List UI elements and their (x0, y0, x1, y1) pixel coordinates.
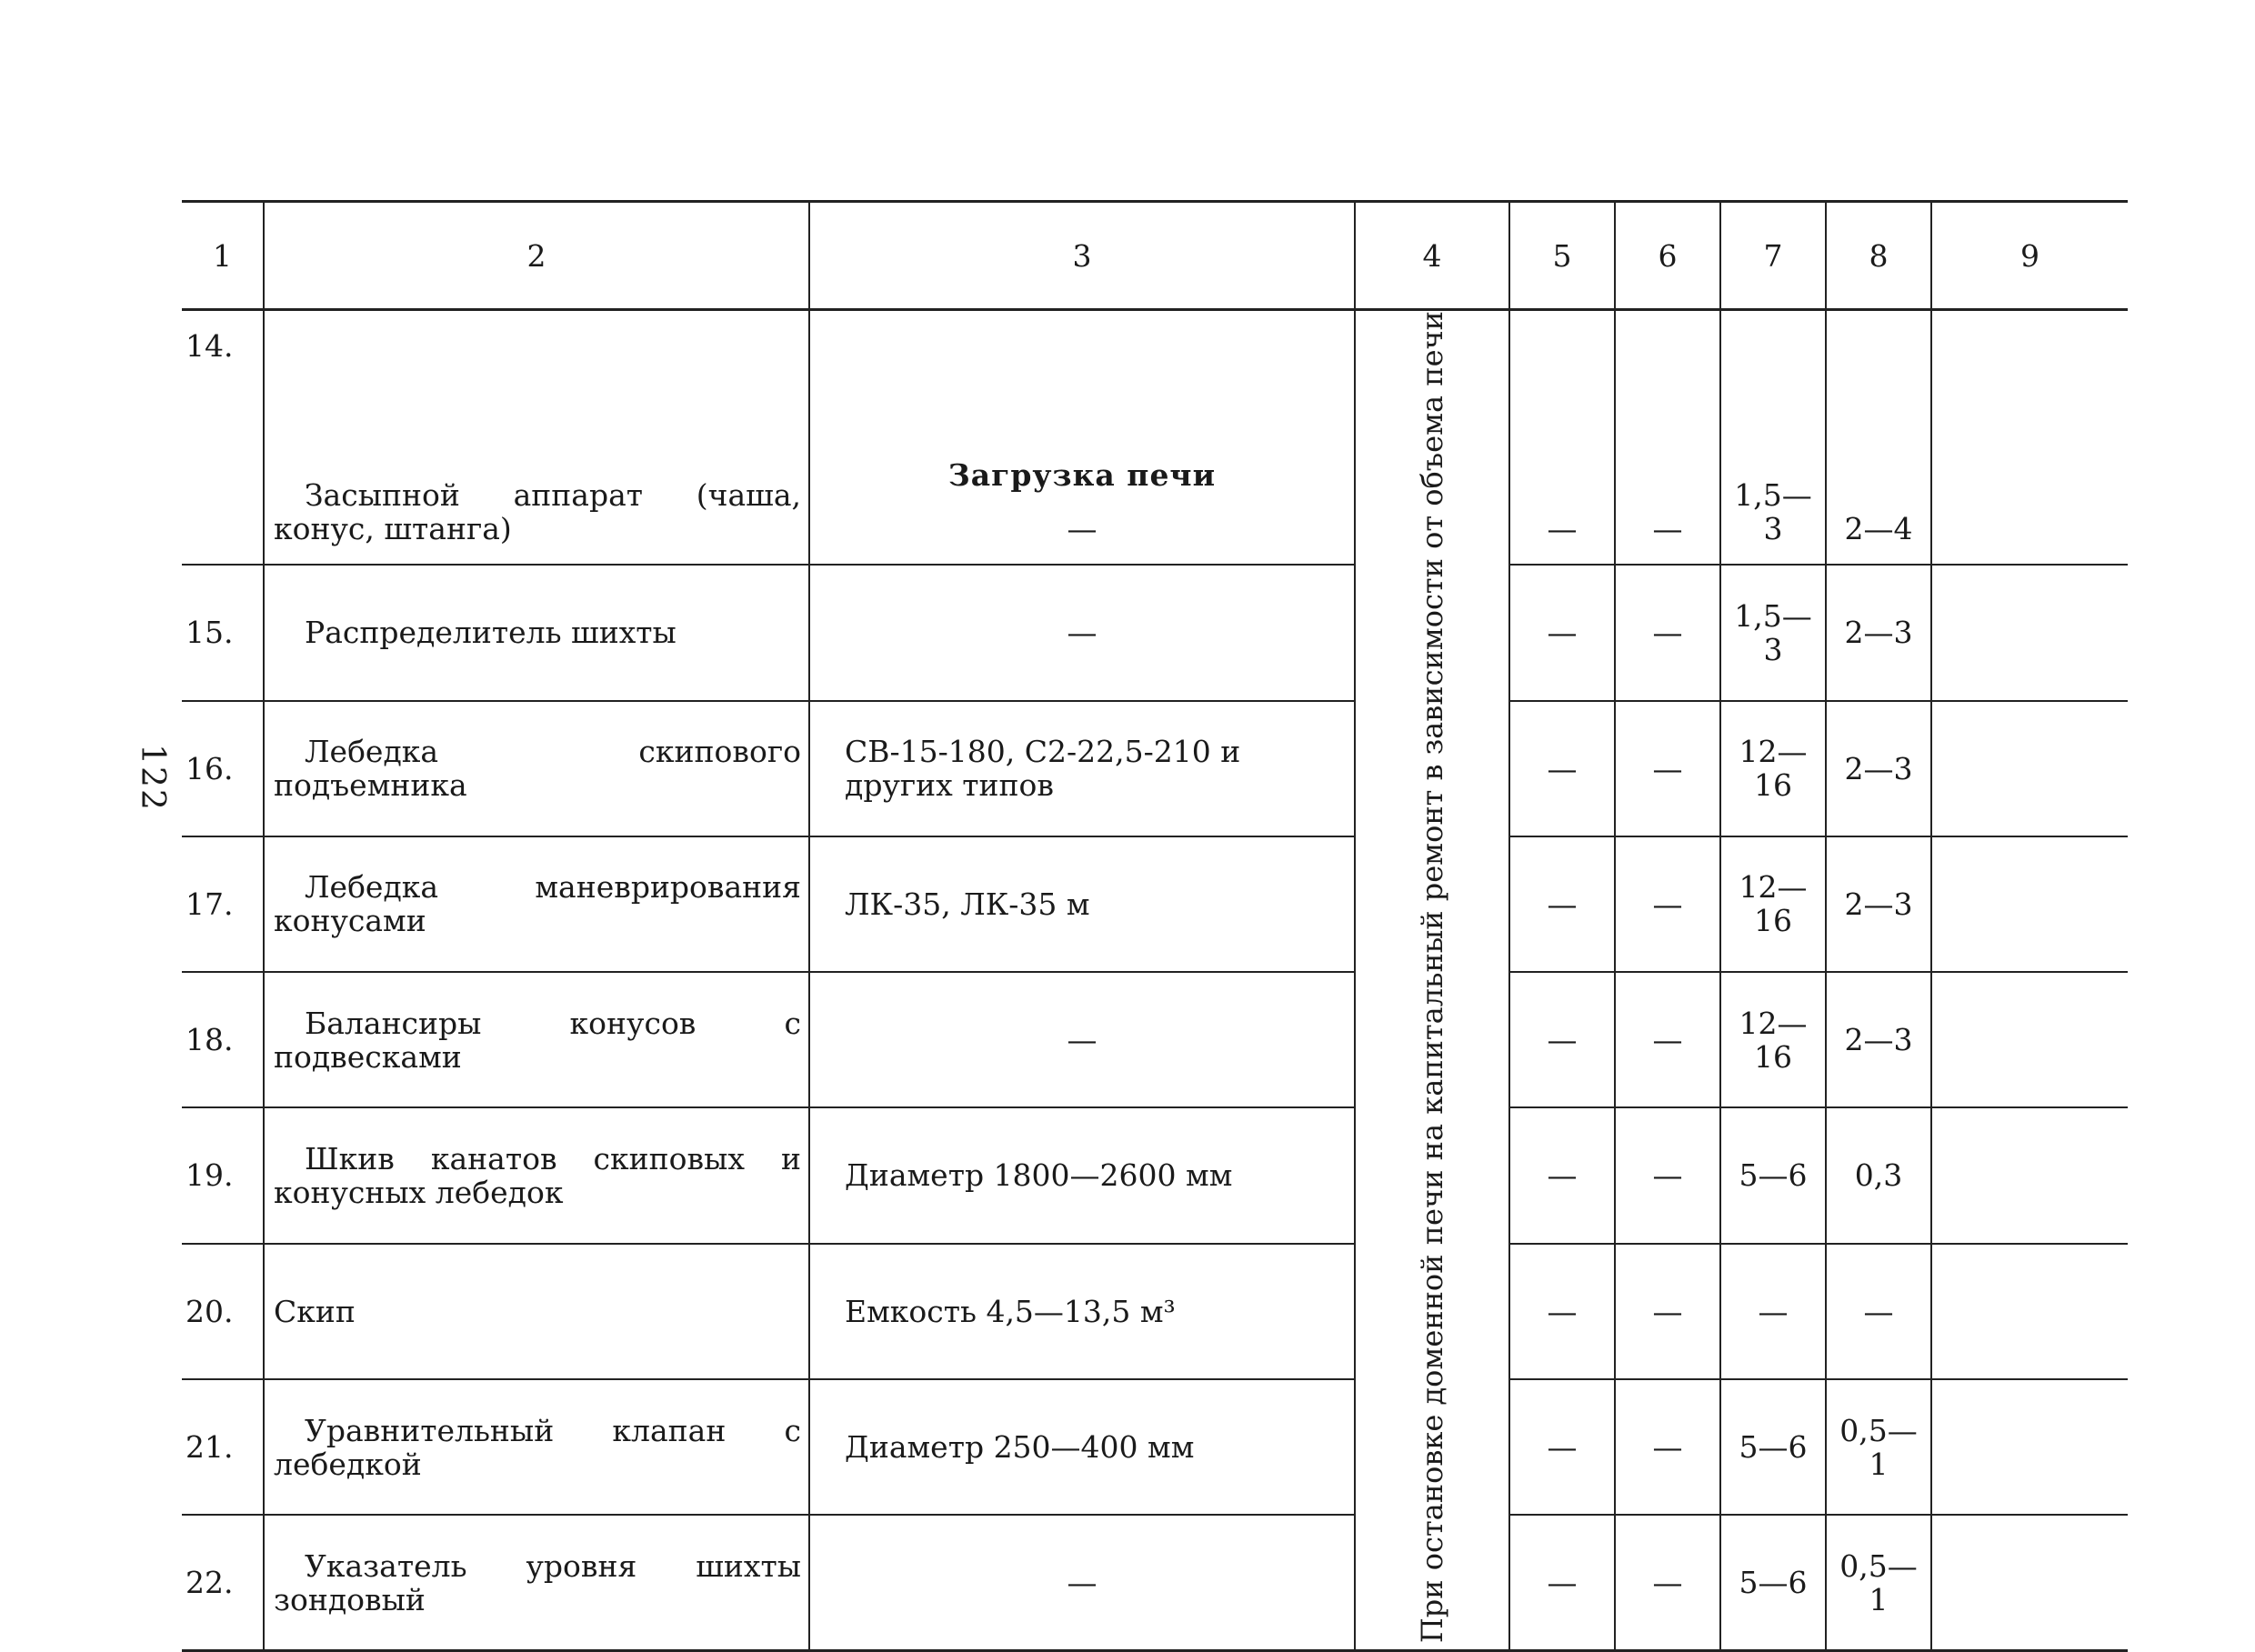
section-title: Загрузка печи (947, 457, 1217, 494)
cell-col9 (1931, 972, 2128, 1107)
cell-col8: 2—4 (1826, 310, 1931, 566)
cell-col9 (1931, 1379, 2128, 1515)
equipment-name: Засыпной аппарат (чаша, конус, штанга) (264, 310, 809, 566)
cell-col7: 5—6 (1720, 1107, 1826, 1243)
table-row (182, 836, 2128, 972)
cell-col7: 12—16 (1720, 836, 1826, 972)
cell-col5: — (1509, 701, 1615, 836)
header-row (182, 202, 2128, 310)
equipment-name: Указатель уровня шихты зондовый (264, 1515, 809, 1650)
row-number: 14. (182, 310, 264, 566)
cell-col6: — (1615, 1515, 1720, 1650)
cell-col5: — (1509, 310, 1615, 566)
equipment-type: — (809, 1515, 1355, 1650)
table-row (182, 310, 2128, 566)
equipment-name: Лебедка скипового подъемника (264, 701, 809, 836)
cell-col5: — (1509, 1379, 1615, 1515)
equipment-name: Балансиры конусов с подвесками (264, 972, 809, 1107)
cell-col9 (1931, 565, 2128, 700)
cell-col9 (1931, 1244, 2128, 1379)
cell-col8: 2—3 (1826, 972, 1931, 1107)
cell-col5: — (1509, 1107, 1615, 1243)
row-number: 21. (182, 1379, 264, 1515)
equipment-name: Уравнительный клапан с лебедкой (264, 1379, 809, 1515)
equipment-type-value: — (1067, 511, 1097, 547)
cell-col9 (1931, 1515, 2128, 1650)
cell-col8: 0,3 (1826, 1107, 1931, 1243)
equipment-type: — (809, 972, 1355, 1107)
col-header-5: 5 (1509, 202, 1615, 310)
page (182, 200, 2128, 1652)
cell-col6: — (1615, 565, 1720, 700)
cell-col5: — (1509, 972, 1615, 1107)
cell-col7: — (1720, 1244, 1826, 1379)
col-header-3: 3 (809, 202, 1355, 310)
note-cell (1355, 310, 1509, 1651)
cell-col7: 5—6 (1720, 1379, 1826, 1515)
col-header-7: 7 (1720, 202, 1826, 310)
cell-col8: 2—3 (1826, 836, 1931, 972)
table-row (182, 701, 2128, 836)
row-number: 18. (182, 972, 264, 1107)
cell-col6: — (1615, 701, 1720, 836)
cell-col5: — (1509, 1244, 1615, 1379)
equipment-type: — (809, 565, 1355, 700)
cell-col9 (1931, 1107, 2128, 1243)
table-row (182, 972, 2128, 1107)
cell-col7: 12—16 (1720, 972, 1826, 1107)
equipment-type (809, 310, 1355, 566)
equipment-table (182, 200, 2128, 1652)
cell-col6: — (1615, 972, 1720, 1107)
cell-col6: — (1615, 1244, 1720, 1379)
page-number: 122 (133, 744, 171, 812)
equipment-name: Скип (264, 1244, 809, 1379)
table-row (182, 1379, 2128, 1515)
row-number: 15. (182, 565, 264, 700)
row-number: 20. (182, 1244, 264, 1379)
equipment-type: ЛК-35, ЛК-35 м (809, 836, 1355, 972)
equipment-type: Диаметр 1800—2600 мм (809, 1107, 1355, 1243)
table-row (182, 1244, 2128, 1379)
cell-col7: 1,5—3 (1720, 565, 1826, 700)
cell-col8: 2—3 (1826, 701, 1931, 836)
col-header-9: 9 (1931, 202, 2128, 310)
cell-col6: — (1615, 836, 1720, 972)
cell-col6: — (1615, 1379, 1720, 1515)
cell-col7: 12—16 (1720, 701, 1826, 836)
equipment-name: Шкив канатов скиповых и конусных лебедок (264, 1107, 809, 1243)
cell-col9 (1931, 836, 2128, 972)
equipment-name: Распределитель шихты (264, 565, 809, 700)
cell-col8: — (1826, 1244, 1931, 1379)
cell-col9 (1931, 310, 2128, 566)
table-row (182, 1107, 2128, 1243)
cell-col5: — (1509, 565, 1615, 700)
note-text: При остановке доменной печи на капитальный ремонт в зависимости от объема печи (1415, 311, 1449, 1644)
cell-col8: 0,5—1 (1826, 1379, 1931, 1515)
row-number: 22. (182, 1515, 264, 1650)
row-number: 19. (182, 1107, 264, 1243)
equipment-type: Диаметр 250—400 мм (809, 1379, 1355, 1515)
cell-col9 (1931, 701, 2128, 836)
cell-col6: — (1615, 310, 1720, 566)
cell-col5: — (1509, 1515, 1615, 1650)
equipment-type: Емкость 4,5—13,5 м³ (809, 1244, 1355, 1379)
cell-col8: 2—3 (1826, 565, 1931, 700)
row-number: 17. (182, 836, 264, 972)
table-row (182, 1515, 2128, 1650)
col-header-4: 4 (1355, 202, 1509, 310)
cell-col6: — (1615, 1107, 1720, 1243)
col-header-1: 1 (182, 202, 264, 310)
row-number: 16. (182, 701, 264, 836)
table-row (182, 565, 2128, 700)
cell-col7: 5—6 (1720, 1515, 1826, 1650)
cell-col8: 0,5—1 (1826, 1515, 1931, 1650)
equipment-type: СВ-15-180, С2-22,5-210 и других типов (809, 701, 1355, 836)
col-header-6: 6 (1615, 202, 1720, 310)
cell-col7: 1,5—3 (1720, 310, 1826, 566)
cell-col5: — (1509, 836, 1615, 972)
col-header-2: 2 (264, 202, 809, 310)
col-header-8: 8 (1826, 202, 1931, 310)
equipment-name: Лебедка маневрирования конусами (264, 836, 809, 972)
